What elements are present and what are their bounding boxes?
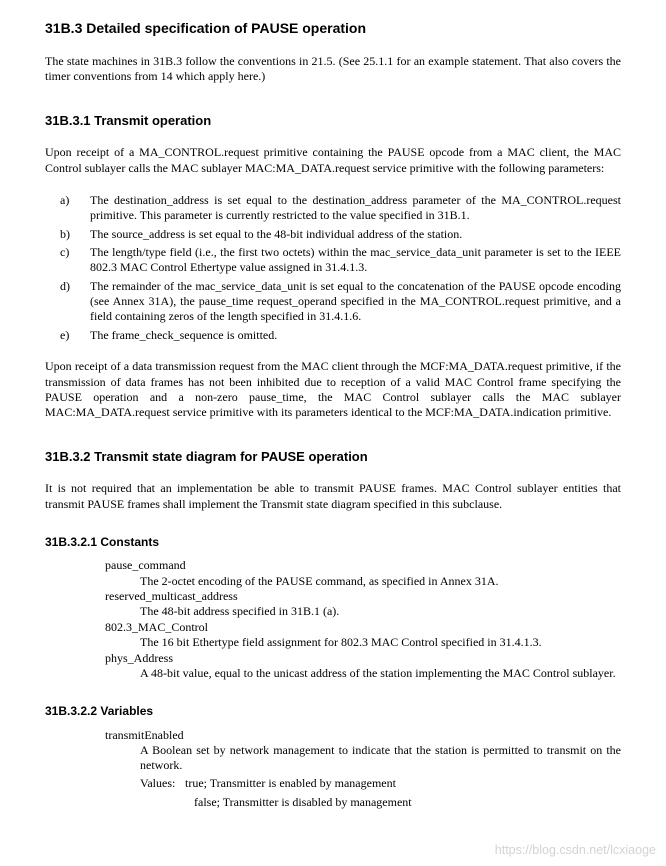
values-label: Values:	[140, 775, 176, 790]
list-item-text: The length/type field (i.e., the first two octets) within the mac_service_data_unit parameter is set to the IEEE 802.3 MAC Control Ethertype value assigned in 31.4.1.3.	[90, 245, 621, 275]
list-item-text: The source_address is set equal to the 48-bit individual address of the station.	[90, 226, 463, 241]
section-heading-constants: 31B.3.2.1 Constants	[45, 534, 160, 549]
list-item-label: a)	[60, 192, 70, 207]
list-item-c	[60, 245, 621, 276]
value-false: false; Transmitter is disabled by management	[194, 795, 412, 810]
list-item-d	[60, 279, 621, 325]
value-true: true; Transmitter is enabled by management	[185, 775, 396, 790]
variable-term: transmitEnabled	[105, 727, 184, 742]
paragraph-conventions: The state machines in 31B.3 follow the conventions in 21.5. (See 25.1.1 for an example statement. That also covers the timer conventions from 14 which apply here.)	[45, 53, 621, 84]
section-heading-variables: 31B.3.2.2 Variables	[45, 704, 154, 719]
list-item-e	[60, 328, 621, 343]
page-title: 31B.3 Detailed specification of PAUSE operation	[45, 20, 367, 36]
list-item-a	[60, 193, 621, 224]
list-item-label: d)	[60, 278, 70, 293]
section-heading-transmit-operation: 31B.3.1 Transmit operation	[45, 112, 212, 128]
variables-list	[45, 728, 621, 811]
constant-definition: A 48-bit value, equal to the unicast address of the station implementing the MAC Control sublayer.	[140, 665, 616, 680]
constants-list	[45, 558, 621, 681]
section-heading-state-diagram: 31B.3.2 Transmit state diagram for PAUSE operation	[45, 448, 368, 464]
constant-definition: The 16 bit Ethertype field assignment for 802.3 MAC Control specified in 31.4.1.3.	[140, 635, 542, 650]
variable-definition: A Boolean set by network management to indicate that the station is permitted to transmit on the network.	[140, 742, 621, 773]
constant-term: pause_command	[105, 558, 186, 573]
list-item-b	[60, 227, 621, 242]
list-item-text: The frame_check_sequence is omitted.	[90, 327, 278, 342]
list-item-text: The destination_address is set equal to the destination_address parameter of the MA_CONTROL.request primitive. This parameter is currently restricted to the value specified in 31B.1.	[90, 192, 621, 223]
values-column	[185, 776, 621, 811]
constant-definition: The 2-octet encoding of the PAUSE command, as specified in Annex 31A.	[140, 573, 499, 588]
watermark-url: https://blog.csdn.net/lcxiaoge	[494, 843, 656, 857]
list-item-label: b)	[60, 226, 70, 241]
lettered-list	[60, 193, 621, 343]
paragraph-transmit-intro: Upon receipt of a MA_CONTROL.request primitive containing the PAUSE opcode from a MAC client, the MAC Control sublayer calls the MAC sublayer MAC:MA_DATA.request service primitive with the following parameters:	[45, 145, 621, 175]
list-item-label: c)	[60, 245, 70, 260]
constant-definition: The 48-bit address specified in 31B.1 (a).	[140, 604, 340, 619]
constant-term: 802.3_MAC_Control	[105, 619, 209, 634]
paragraph-data-transmission: Upon receipt of a data transmission request from the MAC client through the MCF:MA_DATA.request primitive, if the transmission of data frames has not been inhibited due to reception of a valid MAC Control frame specifying the PAUSE operation and a non-zero pause_time, the MAC Control sublayer calls the MAC sublayer MAC:MA_DATA.request service primitive with its parameters identical to the MCF:MA_DATA.indication primitive.	[45, 359, 621, 420]
variable-values	[140, 776, 621, 811]
paragraph-state-diagram: It is not required that an implementation be able to transmit PAUSE frames. MAC Control sublayer entities that transmit PAUSE frames shall implement the Transmit state diagram specified in this subclause.	[45, 481, 621, 511]
constant-term: phys_Address	[105, 650, 173, 665]
list-item-label: e)	[60, 327, 70, 342]
list-item-text: The remainder of the mac_service_data_unit is set equal to the concatenation of the PAUSE opcode encoding (see Annex 31A), the pause_time request_operand specified in the MA_CONTROL.request primitive, and a field containing zeros of the length specified in 31.4.1.6.	[90, 278, 621, 324]
constant-term: reserved_multicast_address	[105, 589, 238, 604]
